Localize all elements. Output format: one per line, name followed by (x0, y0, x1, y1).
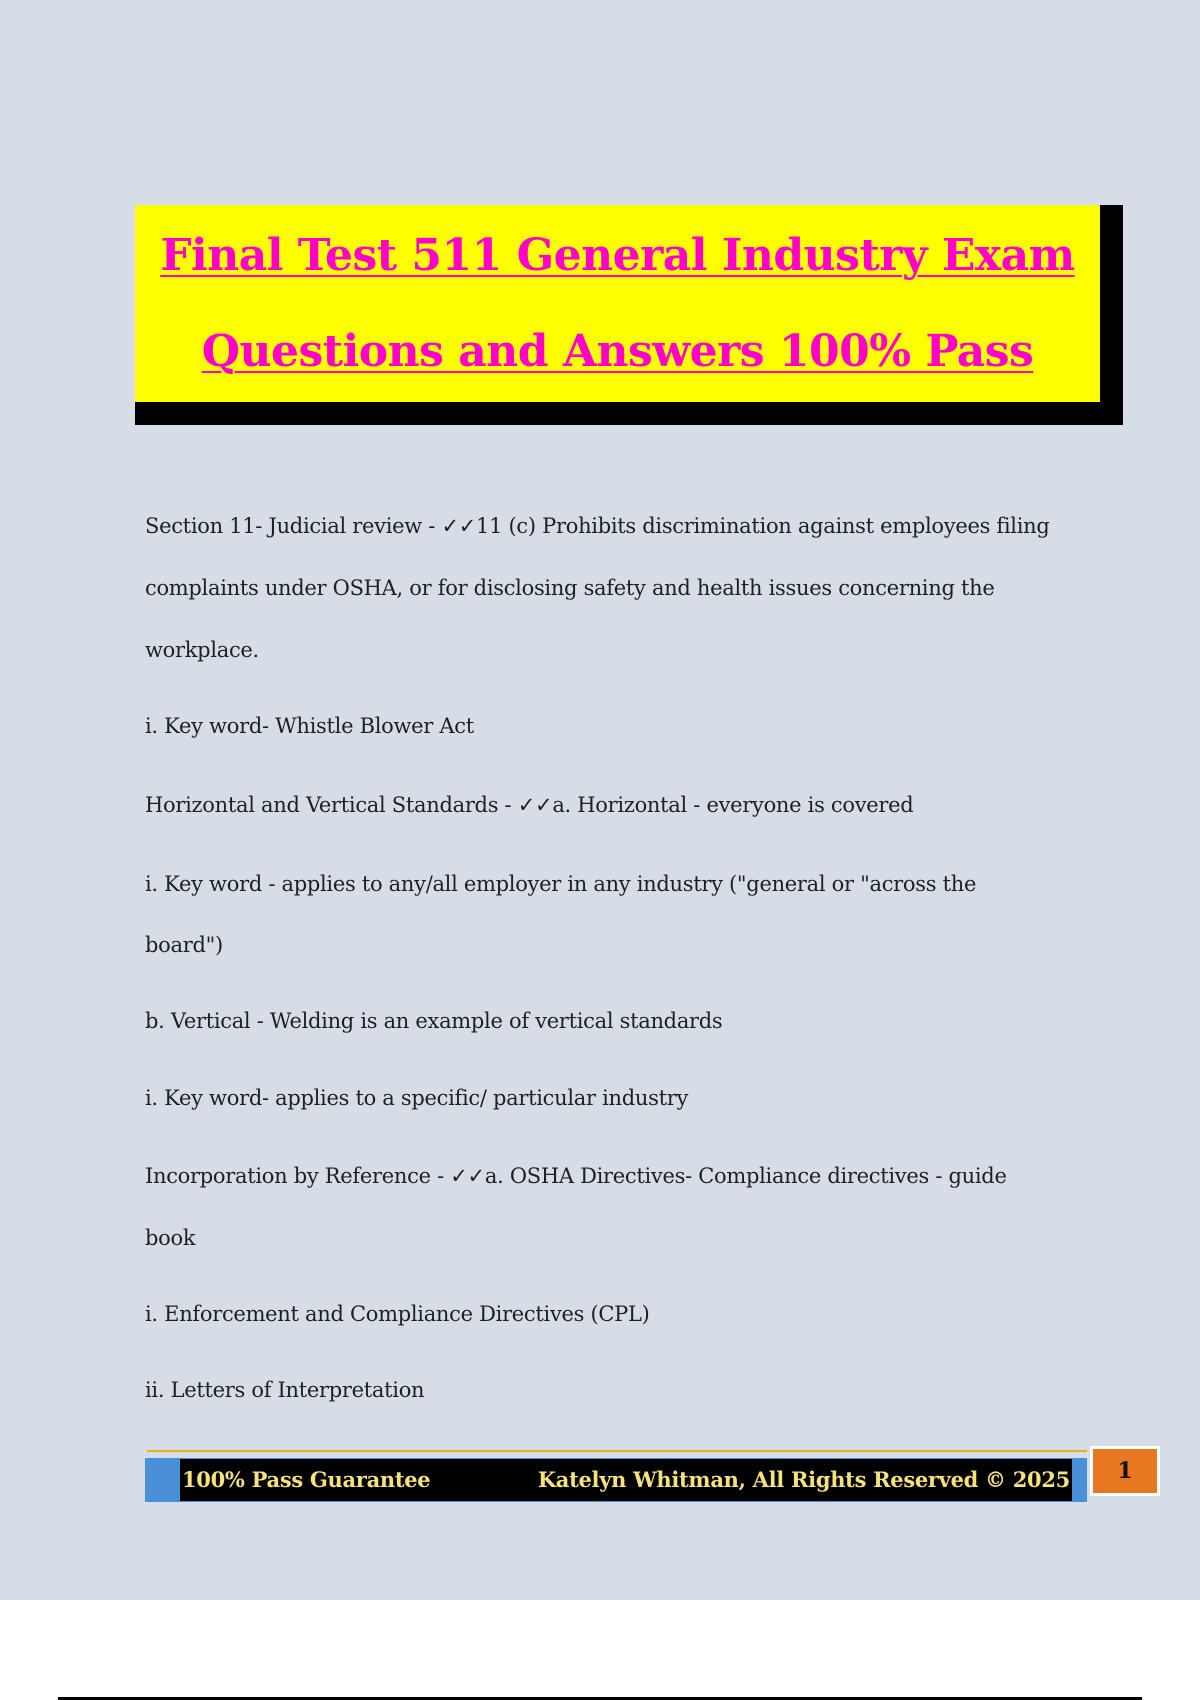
footer-copyright-text: Katelyn Whitman, All Rights Reserved © 2025 (537, 1467, 1070, 1492)
body-line: board") (145, 933, 223, 957)
body-line: book (145, 1226, 196, 1250)
page-number-badge: 1 (1090, 1446, 1160, 1496)
body-line: ii. Letters of Interpretation (145, 1378, 425, 1402)
footer-left-accent (146, 1459, 180, 1501)
title-box (135, 205, 1100, 402)
footer-guarantee-text: 100% Pass Guarantee (182, 1467, 431, 1492)
title-line-2: Questions and Answers 100% Pass (201, 325, 1034, 377)
body-line: workplace. (145, 638, 259, 662)
footer-divider (147, 1450, 1087, 1452)
footer-bar (145, 1458, 1087, 1502)
body-line: i. Key word- Whistle Blower Act (145, 714, 474, 738)
body-line: complaints under OSHA, or for disclosing safety and health issues concerning the (145, 576, 995, 600)
body-line: Section 11- Judicial review - ✓✓11 (c) Prohibits discrimination against employees filing (145, 514, 1050, 538)
body-line: Horizontal and Vertical Standards - ✓✓a. Horizontal - everyone is covered (145, 793, 914, 817)
body-line: i. Key word- applies to a specific/ particular industry (145, 1086, 689, 1110)
title-line-1: Final Test 511 General Industry Exam (160, 229, 1075, 281)
body-line: Incorporation by Reference - ✓✓a. OSHA Directives- Compliance directives - guide (145, 1164, 1007, 1188)
body-line: i. Key word - applies to any/all employer in any industry ("general or "across the (145, 872, 977, 896)
body-line: i. Enforcement and Compliance Directives (CPL) (145, 1302, 650, 1326)
footer-right-accent (1072, 1459, 1086, 1501)
body-line: b. Vertical - Welding is an example of vertical standards (145, 1009, 723, 1033)
